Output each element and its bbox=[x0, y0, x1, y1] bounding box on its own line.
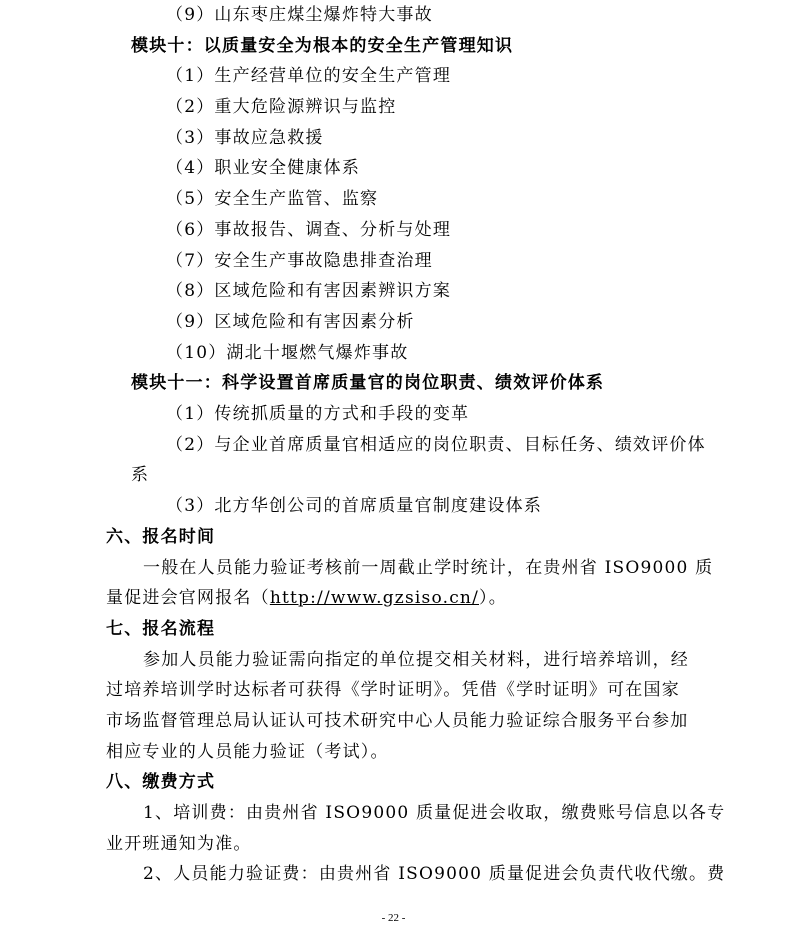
section6-heading: 六、报名时间 bbox=[106, 527, 216, 547]
module10-item-2: （2）重大危险源辨识与监控 bbox=[166, 97, 397, 117]
module10-item-10: （10）湖北十堰燃气爆炸事故 bbox=[166, 343, 409, 363]
module10-item-4: （4）职业安全健康体系 bbox=[166, 158, 361, 178]
section6-line2-prefix: 量促进会官网报名（ bbox=[106, 588, 270, 608]
registration-link[interactable]: http://www.gzsiso.cn/ bbox=[269, 588, 479, 608]
page-number: - 22 - bbox=[381, 912, 406, 924]
module10-item-8: （8）区域危险和有害因素辨识方案 bbox=[166, 281, 452, 301]
module11-item-3: （3）北方华创公司的首席质量官制度建设体系 bbox=[166, 496, 543, 516]
module10-item-5: （5）安全生产监管、监察 bbox=[166, 189, 379, 209]
section7-paragraph-line4: 相应专业的人员能力验证（考试）。 bbox=[106, 742, 389, 762]
section7-paragraph-line2: 过培养培训学时达标者可获得《学时证明》。凭借《学时证明》可在国家 bbox=[106, 680, 680, 700]
module10-item-6: （6）事故报告、调查、分析与处理 bbox=[166, 220, 452, 240]
section6-paragraph-line1: 一般在人员能力验证考核前一周截止学时统计，在贵州省 ISO9000 质 bbox=[143, 558, 714, 578]
section8-heading: 八、缴费方式 bbox=[106, 772, 216, 792]
module10-item-9: （9）区域危险和有害因素分析 bbox=[166, 312, 415, 332]
section8-item-2-line1: 2、人员能力验证费：由贵州省 ISO9000 质量促进会负责代收代缴。费 bbox=[143, 864, 726, 884]
section6-paragraph-line2 bbox=[106, 583, 507, 613]
module11-item-1: （1）传统抓质量的方式和手段的变革 bbox=[166, 404, 470, 424]
module10-title: 模块十：以质量安全为根本的安全生产管理知识 bbox=[131, 36, 514, 56]
module11-item-2-line1: （2）与企业首席质量官相适应的岗位职责、目标任务、绩效评价体 bbox=[166, 435, 706, 455]
section7-paragraph-line1: 参加人员能力验证需向指定的单位提交相关材料，进行培养培训，经 bbox=[143, 650, 689, 670]
section6-line2-suffix: ）。 bbox=[479, 588, 507, 608]
module10-item-3: （3）事故应急救援 bbox=[166, 128, 324, 148]
section7-paragraph-line3: 市场监督管理总局认证认可技术研究中心人员能力验证综合服务平台参加 bbox=[106, 711, 689, 731]
section8-item-1-line1: 1、培训费：由贵州省 ISO9000 质量促进会收取，缴费账号信息以各专 bbox=[143, 803, 726, 823]
module10-item-1: （1）生产经营单位的安全生产管理 bbox=[166, 66, 452, 86]
module11-item-2-line2: 系 bbox=[131, 465, 150, 485]
module9-item-9: （9）山东枣庄煤尘爆炸特大事故 bbox=[166, 5, 433, 25]
module11-title: 模块十一：科学设置首席质量官的岗位职责、绩效评价体系 bbox=[131, 373, 605, 393]
module10-item-7: （7）安全生产事故隐患排查治理 bbox=[166, 251, 433, 271]
section7-heading: 七、报名流程 bbox=[106, 619, 216, 639]
section8-item-1-line2: 业开班通知为准。 bbox=[106, 834, 252, 854]
